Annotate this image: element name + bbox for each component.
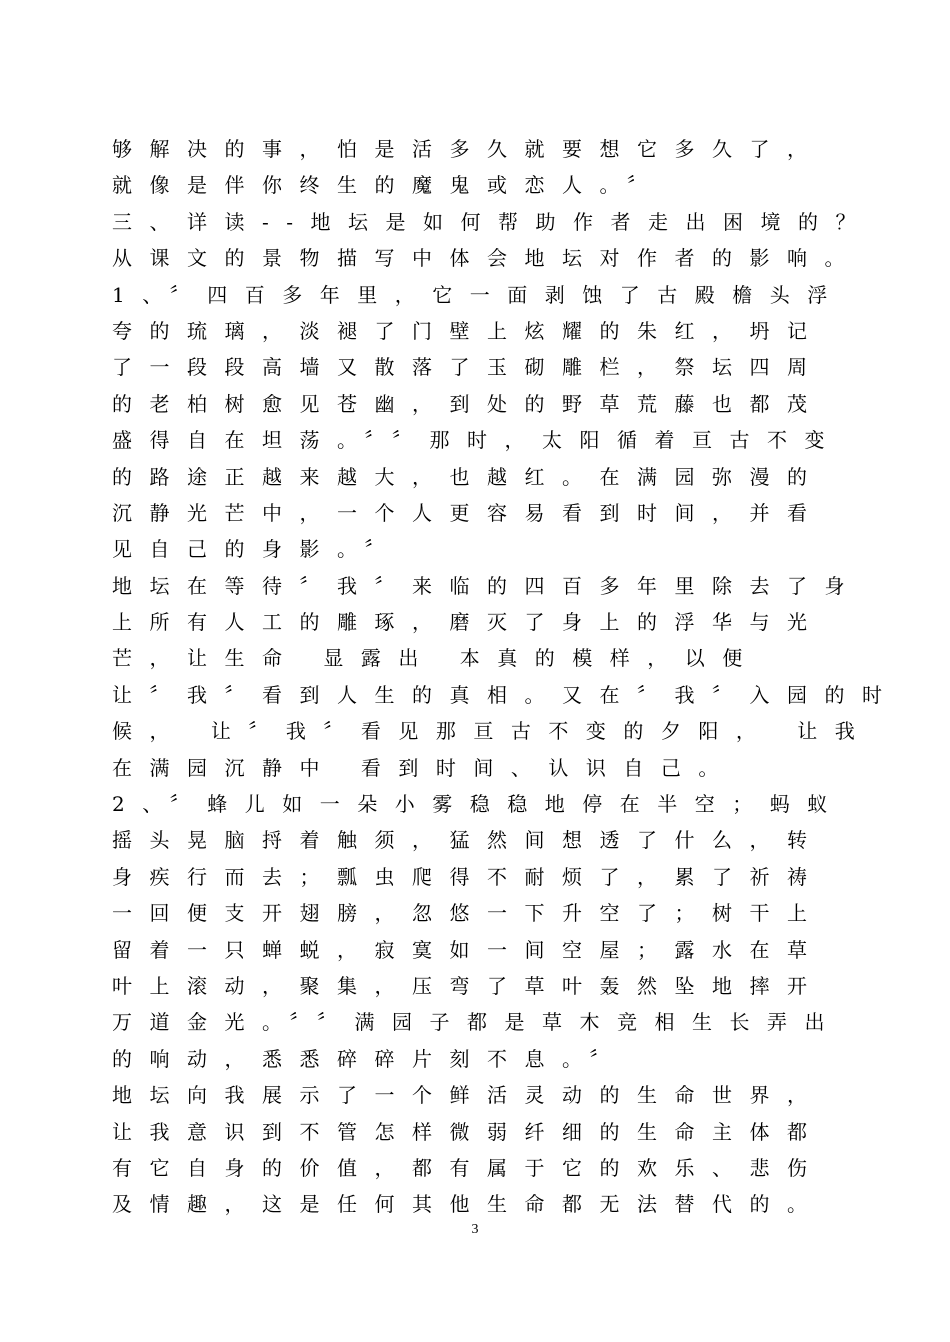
text-line: 叶上滚动，聚集，压弯了草叶轰然坠地摔开 (112, 973, 825, 998)
text-line: 沉静光芒中，一个人更容易看到时间，并看 (112, 500, 825, 525)
text-line: 的响动，悉悉碎碎片刻不息。〞 (112, 1046, 627, 1071)
text-line: 让我意识到不管怎样微弱纤细的生命主体都 (112, 1119, 825, 1144)
body-text (112, 131, 900, 1223)
text-line: 够解决的事，怕是活多久就要想它多久了， (112, 137, 825, 161)
text-line: 见自己的身影。〞 (112, 537, 402, 562)
text-line: 万道金光。〞〞满园子都是草木竞相生长弄出 (112, 1010, 842, 1035)
text-line: 地坛在等待〞我〞来临的四百多年里除去了身 (112, 573, 862, 598)
text-line: 上所有人工的雕琢，磨灭了身上的浮华与光 (112, 610, 825, 635)
page-number: 3 (471, 1222, 479, 1237)
text-line: 的路途正越来越大，也越红。在满园弥漫的 (112, 464, 825, 489)
text-line: 盛得自在坦荡。〞〞那时，太阳循着亘古不变 (112, 428, 842, 453)
text-line: 留着一只蝉蜕，寂寞如一间空屋；露水在草 (112, 937, 825, 962)
text-line: 芒，让生命 显露出 本真的模样，以便 (112, 646, 760, 671)
text-line: 的老柏树愈见苍幽，到处的野草荒藤也都茂 (112, 391, 825, 416)
text-line: 了一段段高墙又散落了玉砌雕栏，祭坛四周 (112, 355, 825, 380)
text-line: 有它自身的价值，都有属于它的欢乐、悲伤 (112, 1155, 825, 1180)
text-line: 在满园沉静中 看到时间、认识自己。 (112, 755, 736, 780)
text-line: 从课文的景物描写中体会地坛对作者的影响。 (112, 246, 862, 271)
text-line: 摇头晃脑捋着触须，猛然间想透了什么，转 (112, 828, 825, 853)
text-line: 1、〞四百多年里，它一面剥蚀了古殿檐头浮 (112, 282, 845, 307)
text-line: 让〞我〞看到人生的真相。又在〞我〞入园的时 (112, 682, 900, 707)
text-line: 夸的琉璃，淡褪了门壁上炫耀的朱红，坍记 (112, 318, 825, 343)
text-line: 三、详读--地坛是如何帮助作者走出困境的？ (112, 209, 874, 234)
text-line: 一回便支开翅膀，忽悠一下升空了；树干上 (112, 901, 825, 926)
text-line: 身疾行而去；瓢虫爬得不耐烦了，累了祈祷 (112, 864, 825, 889)
text-line: 候， 让〞我〞看见那亘古不变的夕阳， 让我 (112, 719, 873, 744)
text-line: 2、〞蜂儿如一朵小雾稳稳地停在半空；蚂蚁 (112, 792, 845, 817)
text-line: 地坛向我展示了一个鲜活灵动的生命世界， (112, 1083, 825, 1108)
text-line: 就像是伴你终生的魔鬼或恋人。〞 (112, 173, 665, 198)
text-line: 及情趣，这是任何其他生命都无法替代的。 (112, 1192, 825, 1217)
